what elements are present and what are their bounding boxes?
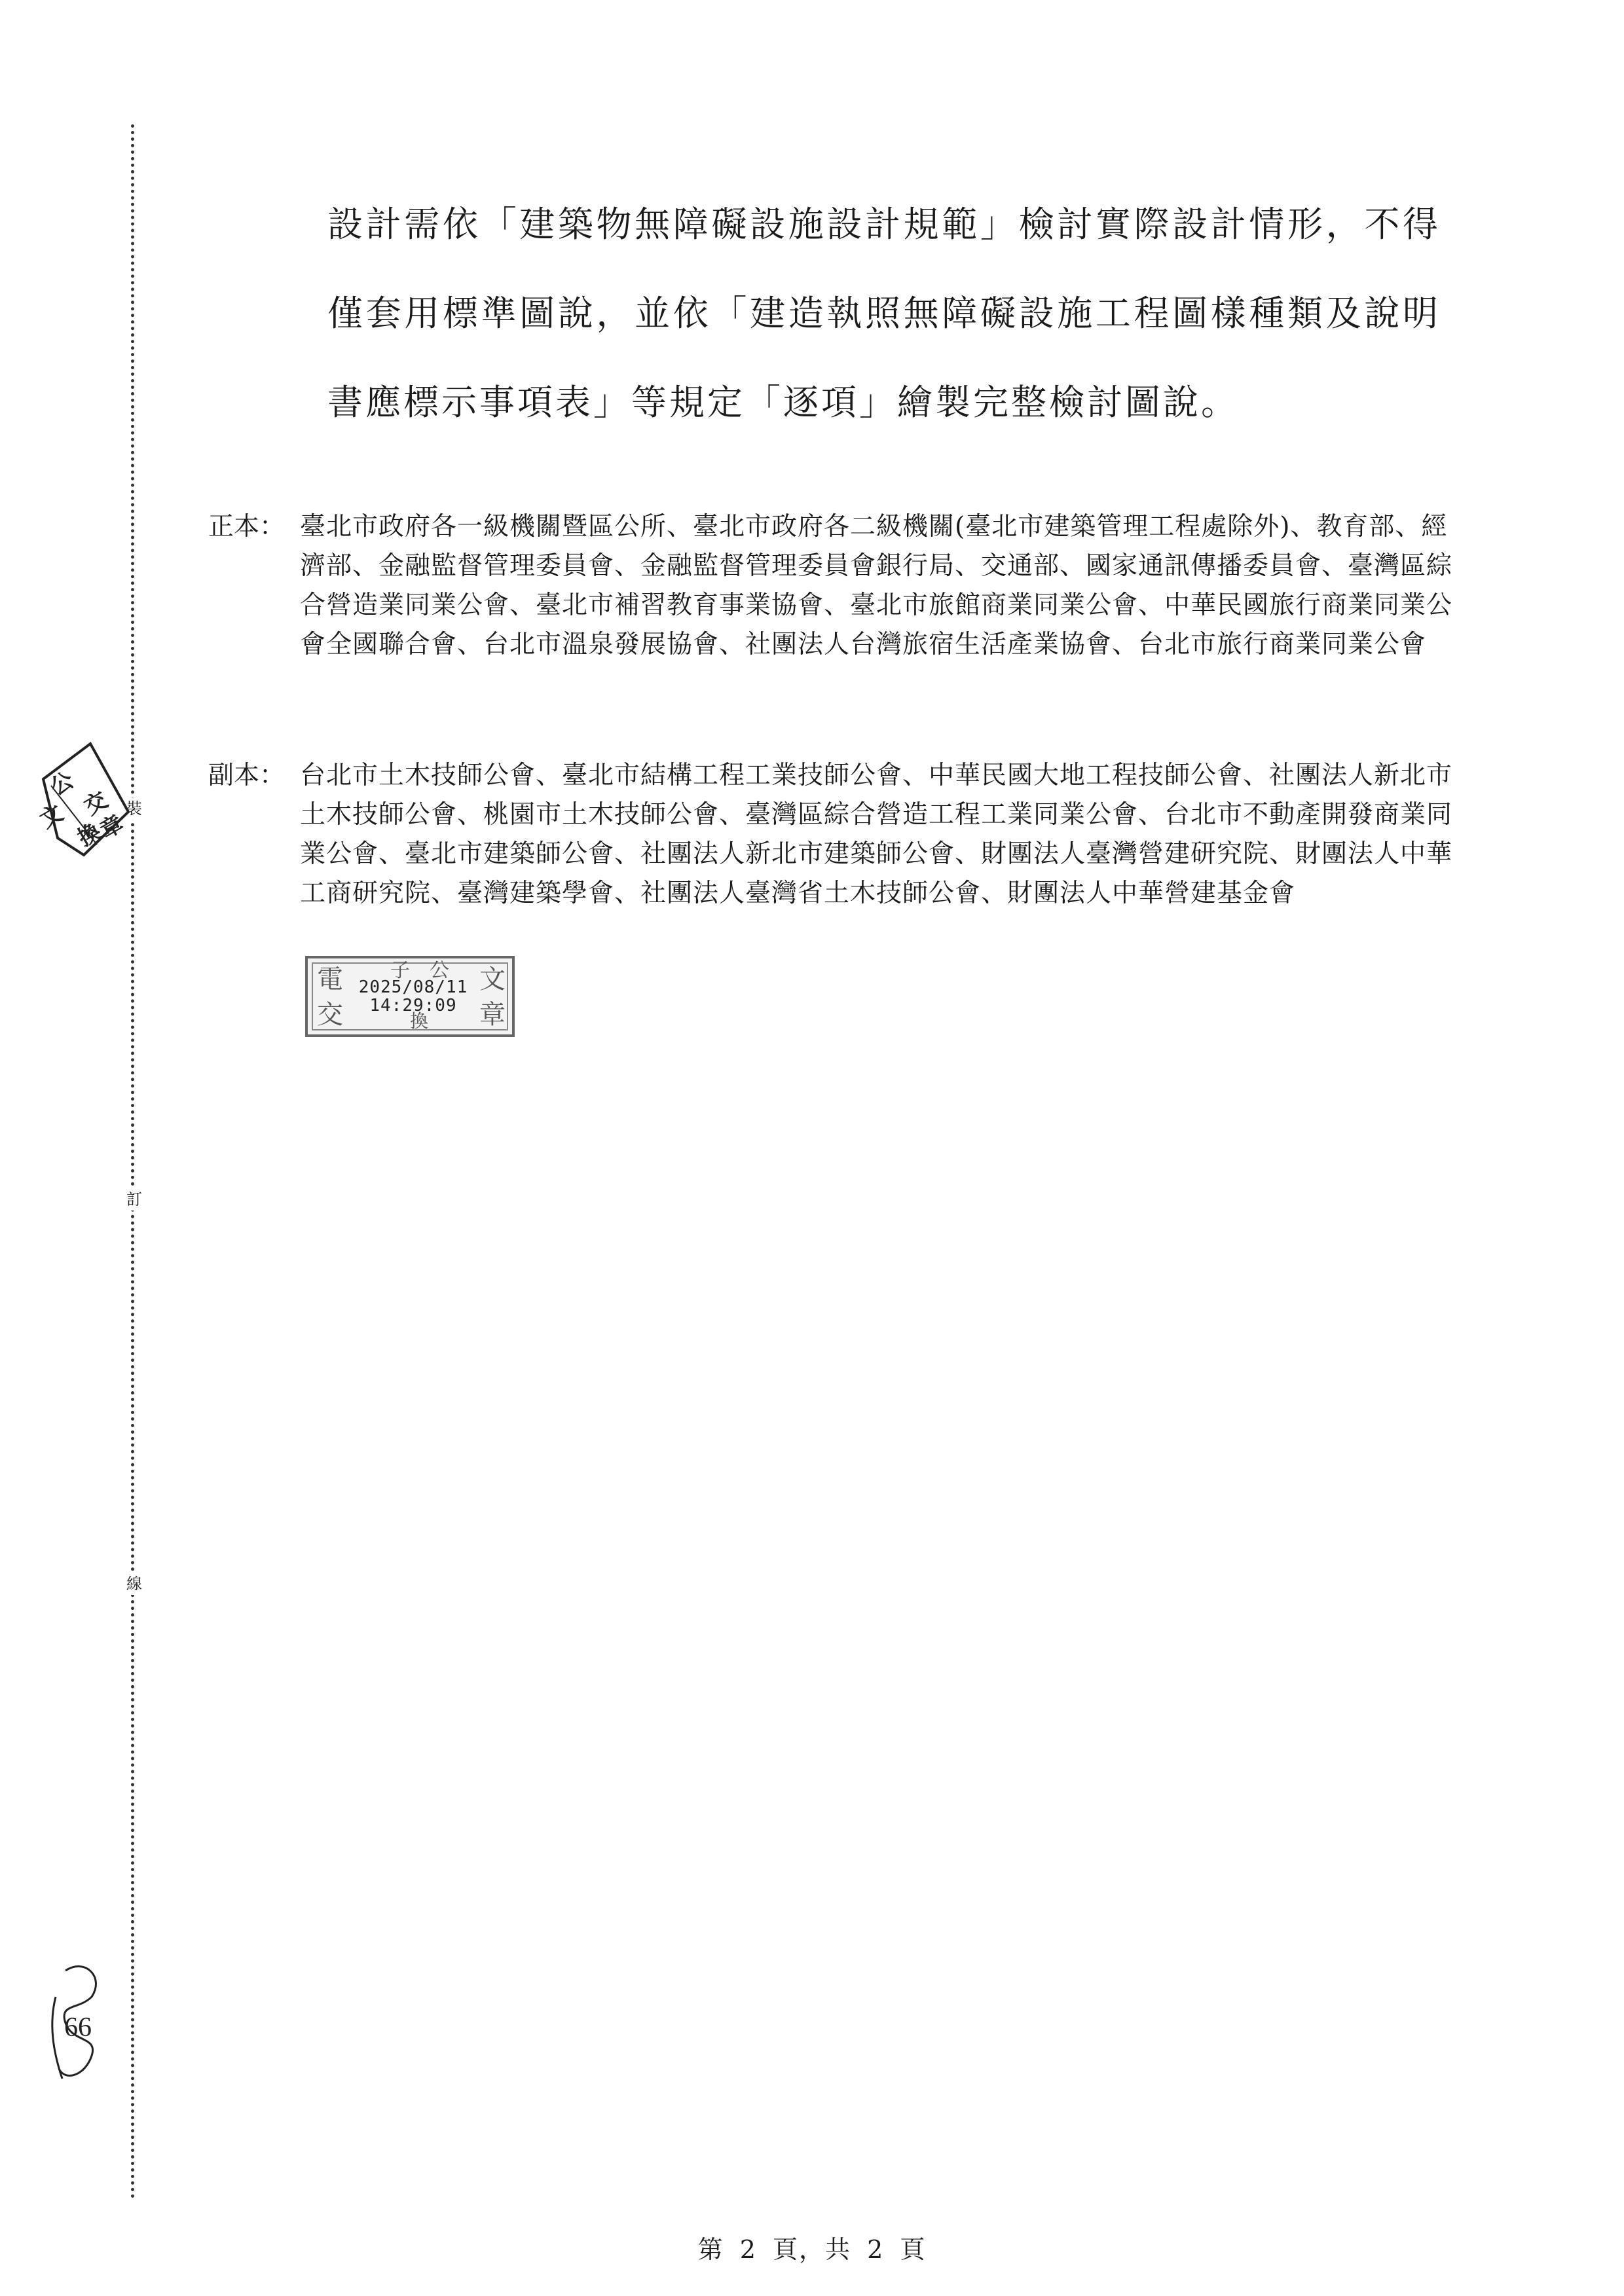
seal-char: 電 — [317, 964, 343, 994]
svg-text:66: 66 — [64, 2013, 92, 2043]
left-stamp-char: 換 — [73, 818, 106, 852]
seal-char: 文 — [479, 964, 506, 994]
seal-date: 2025/08/11 — [358, 977, 468, 997]
recipients-main — [208, 507, 1459, 665]
recipients-main-label: 正本： — [208, 512, 286, 541]
page-number — [0, 2229, 1624, 2265]
page-number-total-suffix: 頁 — [900, 2235, 927, 2264]
page-number-current: 2 — [739, 2235, 757, 2264]
left-stamp-char: 交 — [80, 786, 113, 821]
binding-mark-bind: 裝 — [123, 797, 145, 820]
seal-char: 交 — [317, 1000, 343, 1030]
left-stamp-char: 章 — [96, 810, 128, 845]
handwritten-initial-mark — [46, 1958, 118, 2088]
seal-timestamp — [351, 978, 475, 1015]
page-number-total: 2 — [867, 2235, 885, 2264]
left-stamp-char: 文 — [35, 799, 68, 834]
main-body-text: 設計需依「建築物無障礙設施設計規範」檢討實際設計情形，不得僅套用標準圖說，並依「建造執照無障礙設施工程圖樣種類及說明書應標示事項表」等規定「逐項」繪製完整檢討圖說。 — [327, 204, 1441, 423]
page-number-prefix: 第 — [697, 2235, 724, 2264]
seal-char: 換 — [410, 1010, 429, 1032]
left-exchange-stamp — [31, 740, 130, 858]
binding-mark-staple: 訂 — [123, 1188, 145, 1211]
seal-char: 子 — [390, 959, 410, 982]
binding-mark-line: 線 — [123, 1573, 145, 1595]
left-stamp-char: 公 — [46, 767, 79, 801]
recipients-copy-text: 台北市土木技師公會、臺北市結構工程工業技師公會、中華民國大地工程技師公會、社團法人新北市土木技師公會、桃園市土木技師公會、臺灣區綜合營造工程工業同業公會、台北市不動產開發商業同業公會、臺北市建築師公會、社團法人新北市建築師公會、財團法人臺灣營建研究院、財團法人中華工商研究院、臺灣建築學會、社團法人臺灣省土木技師公會、財團法人中華營建基金會 — [300, 761, 1453, 908]
recipients-copy-label: 副本： — [208, 761, 286, 790]
binding-line — [131, 124, 134, 2200]
seal-time: 14:29:09 — [369, 996, 457, 1015]
page-number-current-suffix: 頁，共 — [772, 2235, 851, 2264]
recipients-copy — [208, 756, 1459, 913]
seal-char: 章 — [479, 1000, 506, 1030]
electronic-exchange-seal — [305, 956, 515, 1037]
seal-char: 公 — [430, 959, 449, 982]
recipients-main-text: 臺北市政府各一級機關暨區公所、臺北市政府各二級機關(臺北市建築管理工程處除外)、教育部、經濟部、金融監督管理委員會、金融監督管理委員會銀行局、交通部、國家通訊傳播委員會、臺灣區綜合營造業同業公會、臺北市補習教育事業協會、臺北市旅館商業同業公會、中華民國旅行商業同業公會全國聯合會、台北市溫泉發展協會、社團法人台灣旅宿生活產業協會、台北市旅行商業同業公會 — [300, 512, 1453, 659]
